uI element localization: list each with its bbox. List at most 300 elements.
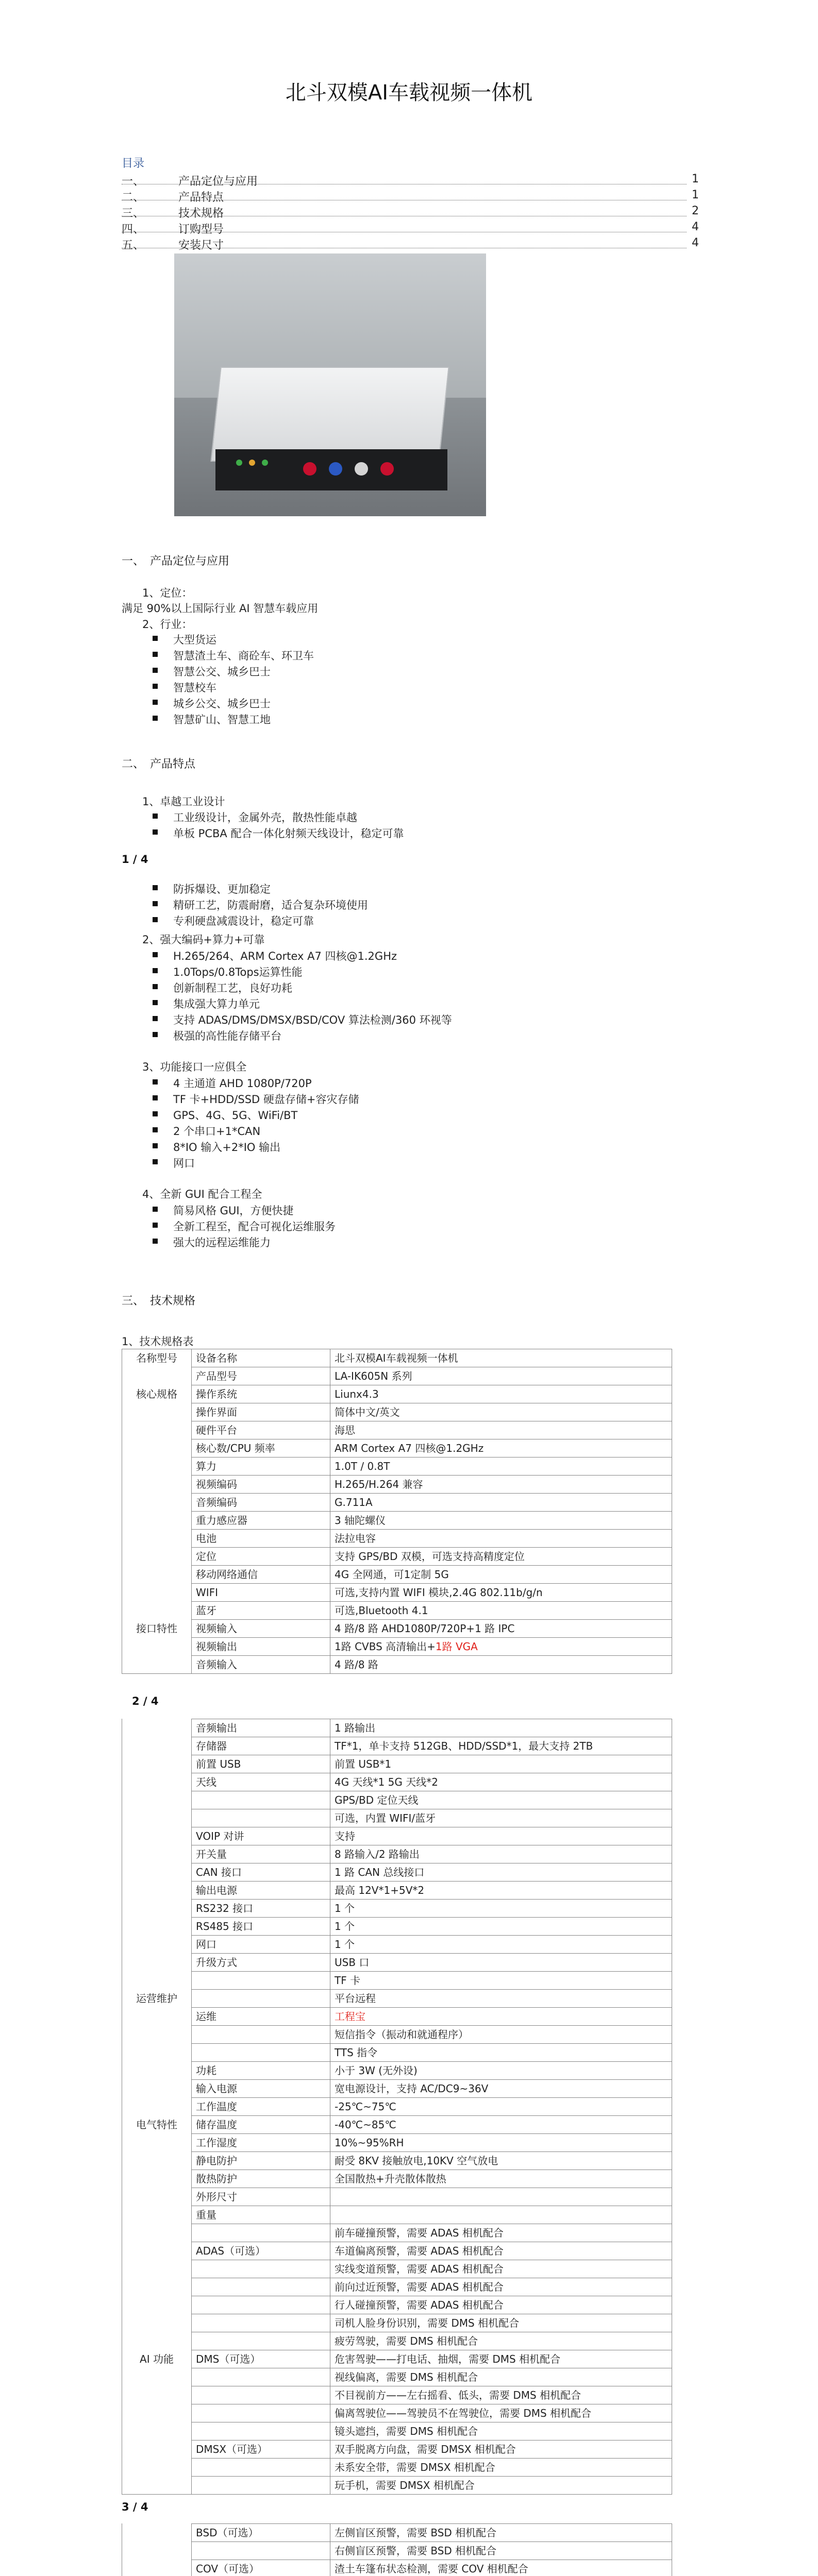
spec-row xyxy=(122,2224,672,2242)
spec-item-cell: 天线 xyxy=(192,1773,330,1791)
spec-row xyxy=(122,1638,672,1656)
spec-item-cell: 散热防护 xyxy=(192,2170,330,2188)
spec-item-cell: 核心数/CPU 频率 xyxy=(192,1439,330,1458)
spec-row xyxy=(122,1773,672,1791)
spec-group-cell xyxy=(122,1863,192,1882)
spec-group-cell xyxy=(122,1566,192,1584)
spec-group-cell xyxy=(122,2260,192,2278)
spec-group-cell xyxy=(122,1367,192,1385)
spec-item-cell: DMS（可选） xyxy=(192,2350,330,2368)
spec-group-cell xyxy=(122,1737,192,1755)
spec-item-cell: VOIP 对讲 xyxy=(192,1827,330,1845)
spec-item-cell xyxy=(192,1809,330,1827)
spec-value-cell: 支持 GPS/BD 双模，可选支持高精度定位 xyxy=(330,1548,672,1566)
spec-item-cell: 视频输出 xyxy=(192,1638,330,1656)
spec-item-cell xyxy=(192,2404,330,2422)
bullet-text: 智慧矿山、智慧工地 xyxy=(173,714,271,726)
spec-value-cell: 可选,Bluetooth 4.1 xyxy=(330,1602,672,1620)
status-led-icon xyxy=(236,460,242,466)
spec-row xyxy=(122,2062,672,2080)
spec-value-cell: 危害驾驶——打电话、抽烟，需要 DMS 相机配合 xyxy=(330,2350,672,2368)
spec-row xyxy=(122,1827,672,1845)
spec-value-cell: 前向过近预警，需要 ADAS 相机配合 xyxy=(330,2278,672,2296)
spec-group-cell xyxy=(122,2080,192,2098)
spec-value-cell: 耐受 8KV 接触放电,10KV 空气放电 xyxy=(330,2152,672,2170)
spec-group-cell xyxy=(122,1845,192,1863)
spec-group-cell xyxy=(122,2368,192,2386)
spec-item-cell xyxy=(192,2368,330,2386)
bullet-text: 集成强大算力单元 xyxy=(173,998,260,1010)
spec-item-cell xyxy=(192,2314,330,2332)
spec-value-cell: 前车碰撞预警，需要 ADAS 相机配合 xyxy=(330,2224,672,2242)
spec-row xyxy=(122,2560,672,2576)
spec-group-cell xyxy=(122,1918,192,1936)
spec-item-cell: 视频输入 xyxy=(192,1620,330,1638)
spec-group-cell xyxy=(122,1584,192,1602)
spec-row xyxy=(122,1494,672,1512)
spec-item-cell: 工作湿度 xyxy=(192,2134,330,2152)
toc-item-page: 2 xyxy=(692,205,699,217)
spec-value-cell: 疲劳驾驶，需要 DMS 相机配合 xyxy=(330,2332,672,2350)
spec-group-cell xyxy=(122,2524,192,2542)
toc-item[interactable] xyxy=(122,189,699,204)
spec-value-cell: 4 路/8 路 xyxy=(330,1656,672,1674)
spec-item-cell: 重力感应器 xyxy=(192,1512,330,1530)
subheading: 2、强大编码+算力+可靠 xyxy=(142,934,265,946)
bullet-text: 极强的高性能存储平台 xyxy=(173,1030,281,1042)
spec-item-cell: 操作界面 xyxy=(192,1403,330,1421)
bullet-text: 精研工艺，防震耐磨，适合复杂环境使用 xyxy=(173,899,368,911)
spec-item-cell: 移动网络通信 xyxy=(192,1566,330,1584)
spec-group-cell xyxy=(122,2542,192,2560)
spec-value-cell: 最高 12V*1+5V*2 xyxy=(330,1882,672,1900)
spec-row xyxy=(122,1936,672,1954)
spec-value-cell: 1 路 CAN 总线接口 xyxy=(330,1863,672,1882)
bullet-text: 单板 PCBA 配合一体化射频天线设计，稳定可靠 xyxy=(173,827,404,840)
bullet-text: H.265/264、ARM Cortex A7 四核@1.2GHz xyxy=(173,950,397,962)
bullet-text: 城乡公交、城乡巴士 xyxy=(173,698,271,710)
bullet-text: 1.0Tops/0.8Tops运算性能 xyxy=(173,966,303,978)
spec-group-cell: AI 功能 xyxy=(122,2350,192,2368)
spec-group-cell xyxy=(122,1638,192,1656)
spec-row xyxy=(122,1719,672,1737)
spec-value-cell: 车道偏离预警，需要 ADAS 相机配合 xyxy=(330,2242,672,2260)
spec-group-cell xyxy=(122,2044,192,2062)
spec-item-cell: RS485 接口 xyxy=(192,1918,330,1936)
spec-item-cell xyxy=(192,1791,330,1809)
spec-value-cell: 1 个 xyxy=(330,1936,672,1954)
spec-value-cell: G.711A xyxy=(330,1494,672,1512)
section-heading: 三、 技术规格 xyxy=(122,1295,196,1308)
toc-item-title: 安装尺寸 xyxy=(178,239,224,252)
connector-port-icon xyxy=(329,462,342,476)
spec-row xyxy=(122,2278,672,2296)
spec-row xyxy=(122,2404,672,2422)
spec-value-cell: -40℃~85℃ xyxy=(330,2116,672,2134)
spec-value-cell: 实线变道预警，需要 ADAS 相机配合 xyxy=(330,2260,672,2278)
spec-value-cell: 8 路输入/2 路输出 xyxy=(330,1845,672,1863)
spec-row xyxy=(122,1620,672,1638)
connector-port-icon xyxy=(380,462,394,476)
spec-value-cell: 未系安全带，需要 DMSX 相机配合 xyxy=(330,2459,672,2477)
spec-item-cell: 设备名称 xyxy=(192,1349,330,1367)
spec-row xyxy=(122,1918,672,1936)
toc-item-title: 产品特点 xyxy=(178,191,224,204)
spec-item-cell: 升级方式 xyxy=(192,1954,330,1972)
spec-row xyxy=(122,1791,672,1809)
spec-group-cell xyxy=(122,2459,192,2477)
connector-port-icon xyxy=(303,462,316,476)
spec-value-cell: 1.0T / 0.8T xyxy=(330,1458,672,1476)
toc-item-number: 二、 xyxy=(122,191,145,204)
spec-group-cell xyxy=(122,2242,192,2260)
bullet-text: 8*IO 输入+2*IO 输出 xyxy=(173,1141,281,1154)
spec-value-cell: 偏离驾驶位——驾驶员不在驾驶位，需要 DMS 相机配合 xyxy=(330,2404,672,2422)
spec-group-cell xyxy=(122,1882,192,1900)
spec-group-cell xyxy=(122,2098,192,2116)
toc-item[interactable] xyxy=(122,236,699,252)
spec-item-cell: 音频输出 xyxy=(192,1719,330,1737)
spec-group-cell xyxy=(122,1719,192,1737)
spec-value-cell: TTS 指令 xyxy=(330,2044,672,2062)
spec-item-cell: 输出电源 xyxy=(192,1882,330,1900)
spec-value-cell: -25℃~75℃ xyxy=(330,2098,672,2116)
spec-group-cell xyxy=(122,2386,192,2404)
spec-row xyxy=(122,1809,672,1827)
spec-item-cell xyxy=(192,2260,330,2278)
spec-group-cell xyxy=(122,1773,192,1791)
spec-row xyxy=(122,1990,672,2008)
spec-row xyxy=(122,2116,672,2134)
toc-item-page: 4 xyxy=(692,221,699,233)
spec-row xyxy=(122,2242,672,2260)
spec-group-cell: 核心规格 xyxy=(122,1385,192,1403)
spec-group-cell xyxy=(122,2152,192,2170)
spec-row xyxy=(122,2080,672,2098)
spec-group-cell xyxy=(122,1421,192,1439)
spec-value-cell: 前置 USB*1 xyxy=(330,1755,672,1773)
spec-group-cell xyxy=(122,1936,192,1954)
spec-group-cell xyxy=(122,2422,192,2441)
spec-item-cell: 功耗 xyxy=(192,2062,330,2080)
spec-item-cell: 定位 xyxy=(192,1548,330,1566)
spec-group-cell xyxy=(122,2441,192,2459)
bullet-text: 防拆爆设、更加稳定 xyxy=(173,883,271,895)
spec-row xyxy=(122,1421,672,1439)
bullet-text: TF 卡+HDD/SSD 硬盘存储+容灾存储 xyxy=(173,1093,359,1106)
subheading: 1、定位： xyxy=(142,587,193,599)
spec-item-cell xyxy=(192,2026,330,2044)
spec-value-cell: 可选,支持内置 WIFI 模块,2.4G 802.11b/g/n xyxy=(330,1584,672,1602)
spec-item-cell xyxy=(192,2044,330,2062)
spec-item-cell: 产品型号 xyxy=(192,1367,330,1385)
spec-group-cell xyxy=(122,2560,192,2576)
spec-group-cell xyxy=(122,2188,192,2206)
spec-value-cell: 简体中文/英文 xyxy=(330,1403,672,1421)
bullet-text: 专利硬盘减震设计，稳定可靠 xyxy=(173,915,314,927)
spec-row xyxy=(122,1367,672,1385)
spec-item-cell: 算力 xyxy=(192,1458,330,1476)
spec-row xyxy=(122,1972,672,1990)
spec-group-cell: 名称型号 xyxy=(122,1349,192,1367)
device-body xyxy=(210,367,449,462)
spec-value-cell: 1 个 xyxy=(330,1918,672,1936)
toc-item-title: 订购型号 xyxy=(178,223,224,236)
bullet-text: 全新工程至，配合可视化运维服务 xyxy=(173,1221,336,1233)
spec-row xyxy=(122,1602,672,1620)
spec-row xyxy=(122,2542,672,2560)
bullet-text: 网口 xyxy=(173,1157,195,1170)
spec-value-cell: 行人碰撞预警，需要 ADAS 相机配合 xyxy=(330,2296,672,2314)
spec-value-cell: 工程宝 xyxy=(330,2008,672,2026)
spec-row xyxy=(122,1458,672,1476)
toc-item[interactable] xyxy=(122,173,699,188)
spec-item-cell: 外形尺寸 xyxy=(192,2188,330,2206)
spec-group-cell xyxy=(122,1972,192,1990)
spec-row xyxy=(122,2134,672,2152)
spec-group-cell xyxy=(122,1656,192,1674)
spec-value-cell: 短信指令（振动和就通程序） xyxy=(330,2026,672,2044)
spec-group-cell: 电气特性 xyxy=(122,2116,192,2134)
spec-value-cell: 司机人脸身份识别，需要 DMS 相机配合 xyxy=(330,2314,672,2332)
positioning-text: 满足 90%以上国际行业 AI 智慧车载应用 xyxy=(122,602,319,615)
spec-item-cell: 储存温度 xyxy=(192,2116,330,2134)
toc-item-number: 五、 xyxy=(122,239,145,252)
toc-item-page: 1 xyxy=(692,173,699,185)
spec-value-cell: 小于 3W (无外设) xyxy=(330,2062,672,2080)
bullet-text: 2 个串口+1*CAN xyxy=(173,1125,261,1138)
spec-group-cell xyxy=(122,1458,192,1476)
spec-group-cell xyxy=(122,1602,192,1620)
bullet-text: 智慧渣土车、商砼车、环卫车 xyxy=(173,650,314,662)
spec-group-cell xyxy=(122,1476,192,1494)
spec-row xyxy=(122,1548,672,1566)
product-photo xyxy=(174,253,486,516)
spec-group-cell: 运营维护 xyxy=(122,1990,192,2008)
subheading: 1、技术规格表 xyxy=(122,1335,194,1348)
spec-table-2 xyxy=(122,1719,672,2495)
spec-item-cell: DMSX（可选） xyxy=(192,2441,330,2459)
spec-value-cell: 左侧盲区预警，需要 BSD 相机配合 xyxy=(330,2524,672,2542)
bullet-text: 创新制程工艺，良好功耗 xyxy=(173,982,292,994)
spec-row xyxy=(122,2152,672,2170)
spec-row xyxy=(122,2206,672,2224)
spec-row xyxy=(122,1863,672,1882)
spec-row xyxy=(122,2008,672,2026)
toc-item-number: 四、 xyxy=(122,223,145,236)
spec-row xyxy=(122,1954,672,1972)
spec-group-cell xyxy=(122,2008,192,2026)
spec-item-cell: BSD（可选） xyxy=(192,2524,330,2542)
spec-item-cell: 蓝牙 xyxy=(192,1602,330,1620)
spec-row xyxy=(122,2459,672,2477)
spec-row xyxy=(122,2350,672,2368)
spec-value-cell: 不目视前方——左右摇看、低头，需要 DMS 相机配合 xyxy=(330,2386,672,2404)
spec-value-cell: 1 路输出 xyxy=(330,1719,672,1737)
spec-row xyxy=(122,1439,672,1458)
spec-item-cell: CAN 接口 xyxy=(192,1863,330,1882)
status-led-icon xyxy=(249,460,255,466)
spec-value-cell: ARM Cortex A7 四核@1.2GHz xyxy=(330,1439,672,1458)
spec-item-cell: 网口 xyxy=(192,1936,330,1954)
spec-item-cell xyxy=(192,2296,330,2314)
spec-item-cell: 工作温度 xyxy=(192,2098,330,2116)
status-led-icon xyxy=(262,460,268,466)
spec-item-cell xyxy=(192,2459,330,2477)
spec-item-cell: 操作系统 xyxy=(192,1385,330,1403)
spec-row xyxy=(122,1476,672,1494)
spec-group-cell xyxy=(122,1494,192,1512)
spec-row xyxy=(122,2422,672,2441)
spec-row xyxy=(122,1900,672,1918)
doc-title: 北斗双模AI车载视频一体机 xyxy=(285,81,533,105)
spec-value-cell: 宽电源设计，支持 AC/DC9~36V xyxy=(330,2080,672,2098)
spec-value-cell: 法拉电容 xyxy=(330,1530,672,1548)
spec-row xyxy=(122,2524,672,2542)
section-heading: 二、 产品特点 xyxy=(122,758,196,771)
spec-value-cell: 3 轴陀螺仪 xyxy=(330,1512,672,1530)
spec-group-cell xyxy=(122,2134,192,2152)
spec-row xyxy=(122,2477,672,2495)
spec-item-cell: 前置 USB xyxy=(192,1755,330,1773)
spec-row xyxy=(122,2296,672,2314)
spec-item-cell: 硬件平台 xyxy=(192,1421,330,1439)
spec-value-cell: 镜头遮挡，需要 DMS 相机配合 xyxy=(330,2422,672,2441)
spec-row xyxy=(122,2386,672,2404)
spec-item-cell: RS232 接口 xyxy=(192,1900,330,1918)
spec-row xyxy=(122,1584,672,1602)
spec-group-cell xyxy=(122,2170,192,2188)
spec-item-cell: 音频输入 xyxy=(192,1656,330,1674)
spec-value-cell: TF 卡 xyxy=(330,1972,672,1990)
spec-item-cell xyxy=(192,1990,330,2008)
spec-item-cell: 开关量 xyxy=(192,1845,330,1863)
spec-value-cell: 10%~95%RH xyxy=(330,2134,672,2152)
spec-item-cell xyxy=(192,2332,330,2350)
spec-row xyxy=(122,2026,672,2044)
toc-item[interactable] xyxy=(122,221,699,236)
spec-value-cell xyxy=(330,2206,672,2224)
spec-value-text: 1路 CVBS 高清输出+ xyxy=(335,1640,436,1653)
spec-value-cell: 双手脱离方向盘，需要 DMSX 相机配合 xyxy=(330,2441,672,2459)
spec-group-cell xyxy=(122,1439,192,1458)
spec-group-cell xyxy=(122,2026,192,2044)
bullet-text: 大型货运 xyxy=(173,634,216,646)
spec-group-cell xyxy=(122,1809,192,1827)
page-number: 3 / 4 xyxy=(122,2501,148,2513)
spec-row xyxy=(122,2332,672,2350)
toc-item-title: 技术规格 xyxy=(178,207,224,220)
spec-row xyxy=(122,1530,672,1548)
spec-group-cell xyxy=(122,1900,192,1918)
spec-value-cell: 全国散热+升壳散体散热 xyxy=(330,2170,672,2188)
bullet-text: 4 主通道 AHD 1080P/720P xyxy=(173,1077,312,1090)
spec-row xyxy=(122,2188,672,2206)
spec-row xyxy=(122,1566,672,1584)
bullet-text: 简易风格 GUI，方便快捷 xyxy=(173,1205,294,1217)
spec-row xyxy=(122,1882,672,1900)
spec-value-cell: 支持 xyxy=(330,1827,672,1845)
spec-item-cell xyxy=(192,2278,330,2296)
spec-row xyxy=(122,2368,672,2386)
spec-value-cell: Liunx4.3 xyxy=(330,1385,672,1403)
spec-row xyxy=(122,2044,672,2062)
bullet-text: GPS、4G、5G、WiFi/BT xyxy=(173,1109,298,1122)
spec-group-cell xyxy=(122,1530,192,1548)
spec-item-cell xyxy=(192,2386,330,2404)
bullet-text: 强大的远程运维能力 xyxy=(173,1236,271,1249)
spec-value-cell: 右侧盲区预警，需要 BSD 相机配合 xyxy=(330,2542,672,2560)
spec-value-cell xyxy=(330,1638,672,1656)
subheading: 1、卓越工业设计 xyxy=(142,795,225,808)
spec-item-cell: 存储器 xyxy=(192,1737,330,1755)
toc-item-page: 1 xyxy=(692,189,699,201)
spec-value-cell: 4G 天线*1 5G 天线*2 xyxy=(330,1773,672,1791)
spec-group-cell xyxy=(122,1791,192,1809)
bullet-text: 智慧公交、城乡巴士 xyxy=(173,666,271,678)
spec-value-cell: 可选，内置 WIFI/蓝牙 xyxy=(330,1809,672,1827)
toc-item-title: 产品定位与应用 xyxy=(178,175,258,188)
spec-row xyxy=(122,1737,672,1755)
page-number: 2 / 4 xyxy=(132,1695,159,1707)
spec-value-cell: 平台远程 xyxy=(330,1990,672,2008)
spec-group-cell xyxy=(122,2062,192,2080)
subheading: 4、全新 GUI 配合工程全 xyxy=(142,1188,262,1200)
bullet-text: 工业级设计，金属外壳，散热性能卓越 xyxy=(173,811,357,824)
spec-item-cell xyxy=(192,1972,330,1990)
spec-value-cell: 玩手机，需要 DMSX 相机配合 xyxy=(330,2477,672,2495)
spec-value-cell: USB 口 xyxy=(330,1954,672,1972)
spec-group-cell xyxy=(122,1954,192,1972)
spec-group-cell xyxy=(122,2206,192,2224)
spec-item-cell: WIFI xyxy=(192,1584,330,1602)
spec-value-highlight: 1路 VGA xyxy=(435,1640,478,1653)
spec-item-cell: 输入电源 xyxy=(192,2080,330,2098)
bullet-text: 智慧校车 xyxy=(173,682,216,694)
spec-row xyxy=(122,1385,672,1403)
spec-value-cell: LA-IK605N 系列 xyxy=(330,1367,672,1385)
spec-group-cell xyxy=(122,1403,192,1421)
spec-item-cell xyxy=(192,2542,330,2560)
spec-group-cell xyxy=(122,2332,192,2350)
spec-item-cell xyxy=(192,2224,330,2242)
spec-row xyxy=(122,2441,672,2459)
spec-row xyxy=(122,2170,672,2188)
spec-item-cell: COV（可选） xyxy=(192,2560,330,2576)
spec-value-cell: GPS/BD 定位天线 xyxy=(330,1791,672,1809)
toc-heading: 目录 xyxy=(122,157,145,170)
spec-item-cell: 重量 xyxy=(192,2206,330,2224)
spec-item-cell: 电池 xyxy=(192,1530,330,1548)
spec-item-cell: ADAS（可选） xyxy=(192,2242,330,2260)
spec-value-cell: 视线偏离，需要 DMS 相机配合 xyxy=(330,2368,672,2386)
toc-item-page: 4 xyxy=(692,236,699,249)
toc-item[interactable] xyxy=(122,205,699,220)
spec-row xyxy=(122,1512,672,1530)
spec-row xyxy=(122,1755,672,1773)
spec-row xyxy=(122,1845,672,1863)
spec-item-cell: 视频编码 xyxy=(192,1476,330,1494)
spec-row xyxy=(122,2260,672,2278)
spec-item-cell xyxy=(192,2422,330,2441)
spec-value-cell: H.265/H.264 兼容 xyxy=(330,1476,672,1494)
spec-group-cell xyxy=(122,1548,192,1566)
spec-item-cell xyxy=(192,2477,330,2495)
page-number: 1 / 4 xyxy=(122,853,148,866)
spec-group-cell xyxy=(122,1755,192,1773)
spec-item-cell: 静电防护 xyxy=(192,2152,330,2170)
bullet-text: 支持 ADAS/DMS/DMSX/BSD/COV 算法检测/360 环视等 xyxy=(173,1014,452,1026)
